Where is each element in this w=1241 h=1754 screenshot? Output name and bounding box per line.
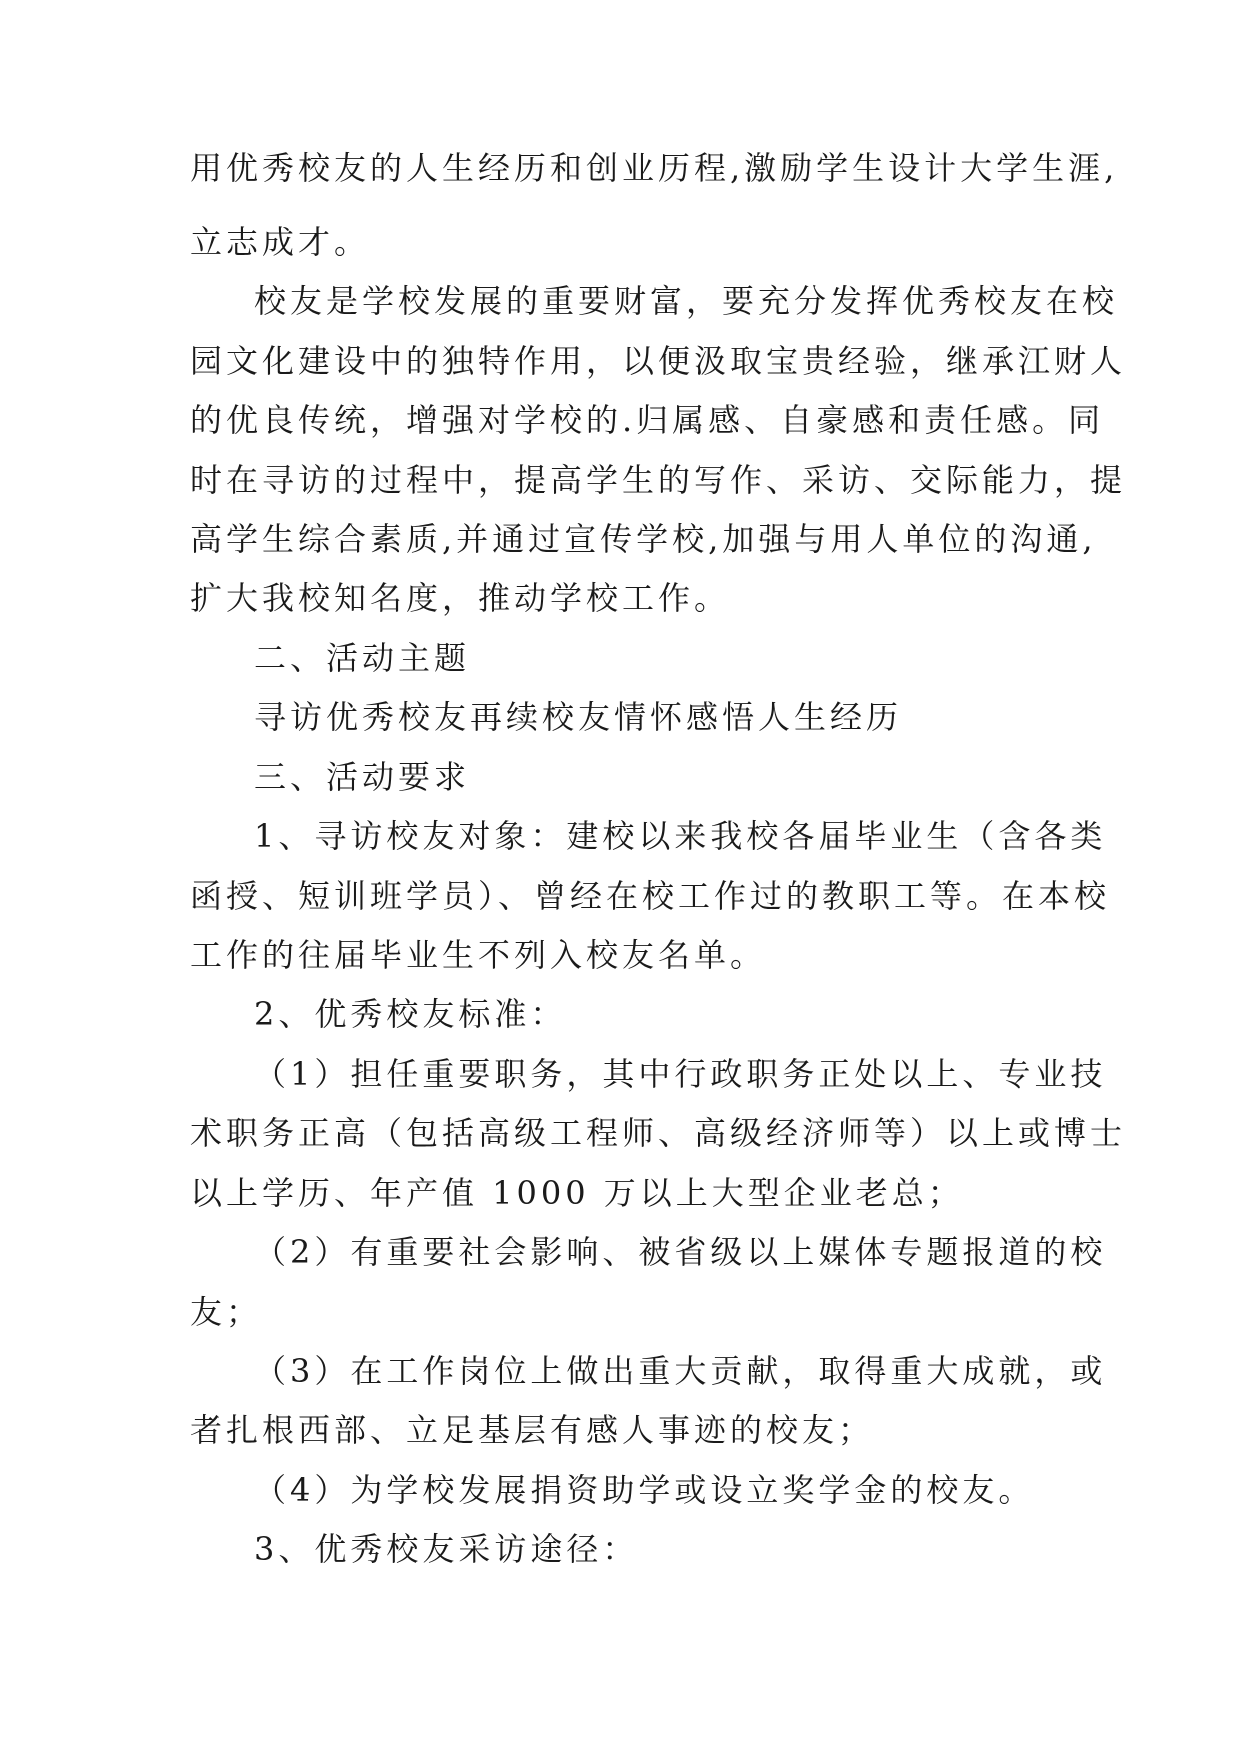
paragraph-line: 寻访优秀校友再续校友情怀感悟人生经历 — [254, 698, 903, 736]
paragraph-line: 函授、短训班学员）、曾经在校工作过的教职工等。在本校 — [190, 877, 1111, 915]
list-item-line: 友； — [190, 1293, 263, 1331]
section-heading: 三、活动要求 — [254, 758, 471, 796]
list-item-line: （2）有重要社会影响、被省级以上媒体专题报道的校 — [254, 1233, 1107, 1271]
paragraph-line: 校友是学校发展的重要财富，要充分发挥优秀校友在校 — [254, 282, 1119, 320]
paragraph-line: 3、优秀校友采访途径： — [254, 1530, 639, 1568]
list-item-line: 术职务正高（包括高级工程师、高级经济师等）以上或博士 — [190, 1114, 1127, 1152]
paragraph-line: 用优秀校友的人生经历和创业历程,激励学生设计大学生涯, — [190, 149, 1119, 187]
section-heading: 二、活动主题 — [254, 639, 471, 677]
paragraph-line: 的优良传统，增强对学校的.归属感、自豪感和责任感。同 — [190, 401, 1105, 439]
list-item-line: 者扎根西部、立足基层有感人事迹的校友； — [190, 1411, 875, 1449]
paragraph-line: 扩大我校知名度，推动学校工作。 — [190, 579, 731, 617]
list-item-line: （1）担任重要职务，其中行政职务正处以上、专业技 — [254, 1055, 1107, 1093]
paragraph-line: 园文化建设中的独特作用，以便汲取宝贵经验，继承江财人 — [190, 342, 1127, 380]
paragraph-line: 2、优秀校友标准： — [254, 995, 567, 1033]
paragraph-line: 高学生综合素质,并通过宣传学校,加强与用人单位的沟通, — [190, 520, 1097, 558]
list-item-line: 以上学历、年产值 1000 万以上大型企业老总； — [190, 1174, 964, 1212]
paragraph-line: 时在寻访的过程中，提高学生的写作、采访、交际能力，提 — [190, 461, 1127, 499]
list-item-line: （3）在工作岗位上做出重大贡献，取得重大成就，或 — [254, 1352, 1107, 1390]
paragraph-line: 立志成才。 — [190, 223, 371, 261]
paragraph-line: 1、寻访校友对象：建校以来我校各届毕业生（含各类 — [254, 817, 1107, 855]
list-item-line: （4）为学校发展捐资助学或设立奖学金的校友。 — [254, 1471, 1035, 1509]
paragraph-line: 工作的往届毕业生不列入校友名单。 — [190, 936, 767, 974]
